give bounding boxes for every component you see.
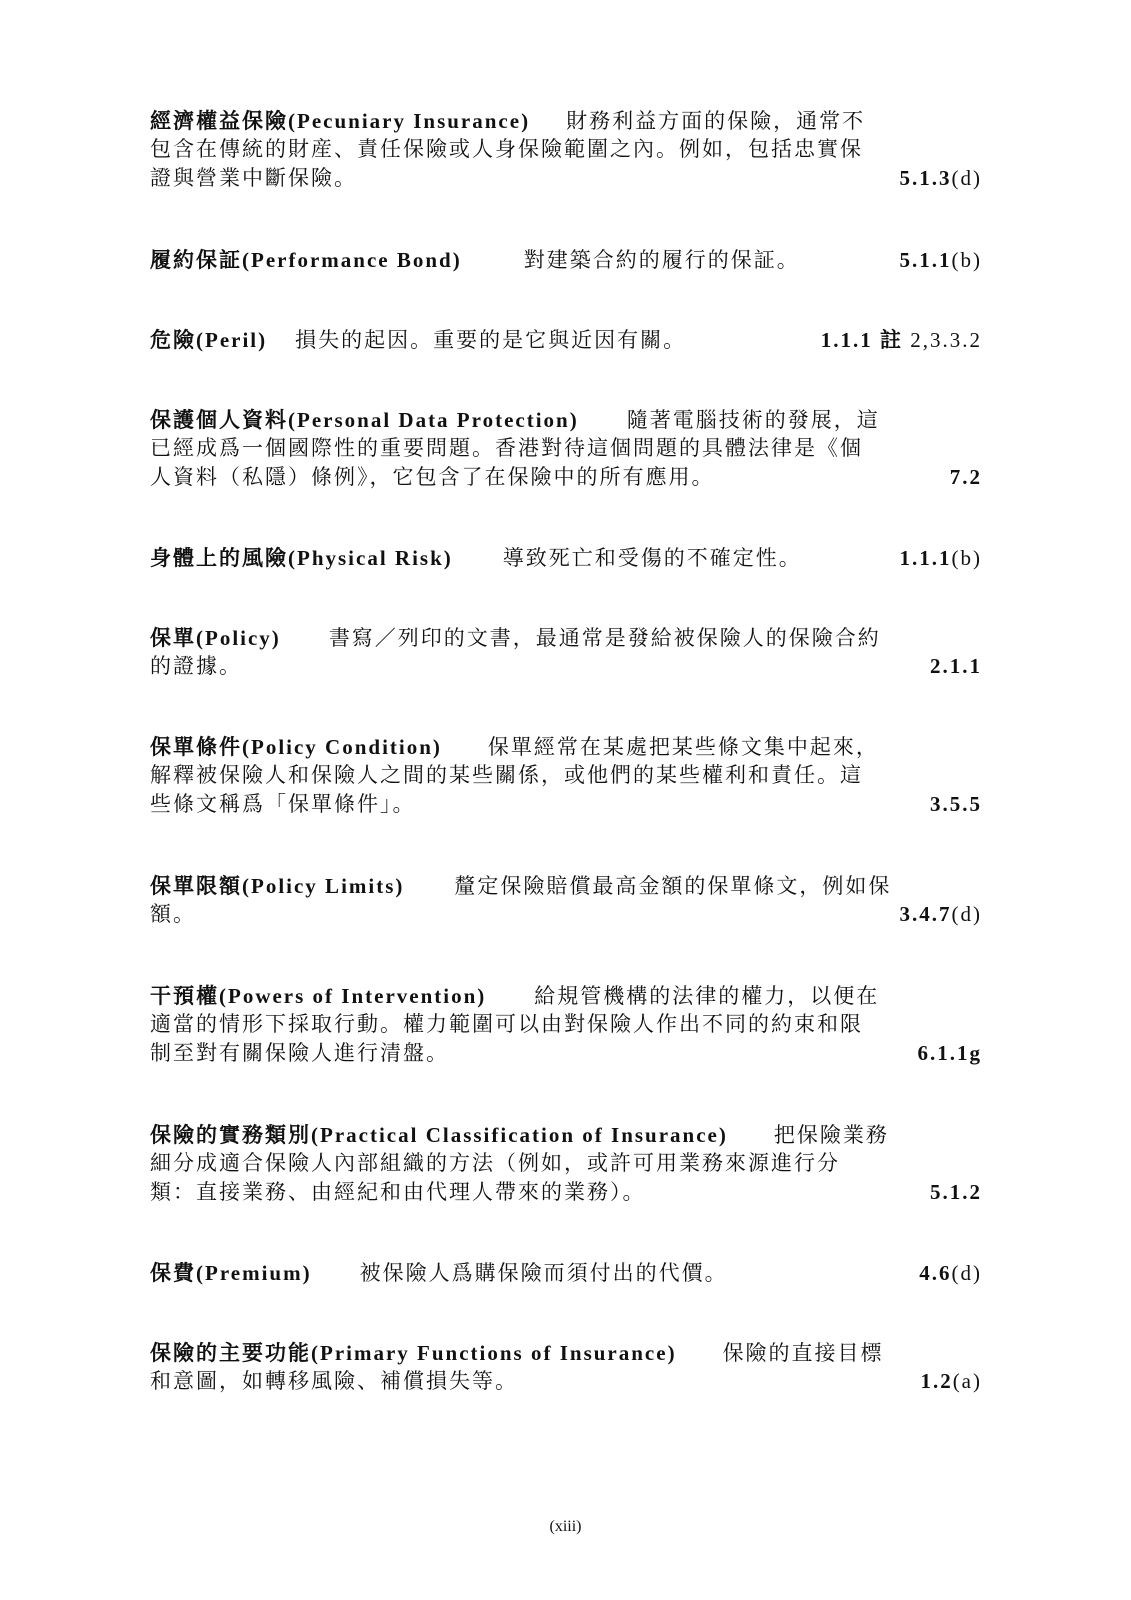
entry-definition: 解釋被保險人和保險人之間的某些關係，或他們的某些權利和責任。這: [150, 763, 863, 787]
entry-term: 危險(Peril): [150, 327, 268, 352]
entry-definition: 制至對有關保險人進行清盤。: [150, 1041, 449, 1065]
glossary-entry-premium: [150, 1258, 982, 1287]
entry-reference: 7.2: [949, 465, 982, 489]
entry-definition: 些條文稱爲「保單條件」。: [150, 792, 416, 816]
entry-definition: 把保險業務: [773, 1123, 889, 1147]
entry-definition: 保單經常在某處把某些條文集中起來，: [487, 735, 879, 759]
entry-definition: 細分成適合保險人內部組織的方法（例如，或許可用業務來源進行分: [150, 1151, 840, 1175]
entry-definition: 導致死亡和受傷的不確定性。: [502, 546, 802, 570]
entry-definition: 適當的情形下採取行動。權力範圍可以由對保險人作出不同的約束和限: [150, 1012, 863, 1036]
entry-reference: 5.1.1(b): [899, 248, 982, 272]
glossary-entry-primary-functions: [150, 1338, 982, 1396]
entry-reference: 1.2(a): [920, 1369, 982, 1393]
entry-reference: 3.5.5: [930, 792, 982, 816]
entry-definition: 財務利益方面的保險，通常不: [566, 109, 866, 133]
entry-reference: 5.1.2: [930, 1180, 982, 1204]
entry-term: 履約保証(Performance Bond): [150, 247, 462, 272]
entry-definition: 類：直接業務、由經紀和由代理人帶來的業務）。: [150, 1180, 646, 1204]
entry-definition: 和意圖，如轉移風險、補償損失等。: [150, 1369, 518, 1393]
entry-term: 保單(Policy): [150, 625, 281, 650]
glossary-entry-policy-limits: [150, 871, 982, 929]
entry-definition: 書寫／列印的文書，最通常是發給被保險人的保險合約: [328, 626, 881, 650]
entry-reference: 1.1.1 註 2,3.3.2: [820, 328, 982, 352]
glossary-entry-practical-classification: [150, 1120, 982, 1207]
glossary-entry-policy-condition: [150, 732, 982, 819]
entry-term: 干預權(Powers of Intervention): [150, 983, 487, 1008]
entry-definition: 給規管機構的法律的權力，以便在: [534, 984, 880, 1008]
entry-term: 保單限額(Policy Limits): [150, 873, 405, 898]
entry-definition: 對建築合約的履行的保証。: [523, 248, 800, 272]
glossary-entry-physical-risk: [150, 543, 982, 572]
entry-term: 保險的主要功能(Primary Functions of Insurance): [150, 1340, 677, 1365]
glossary-entry-performance-bond: [150, 245, 982, 274]
entry-definition: 額。: [150, 902, 196, 926]
glossary-entry-powers-of-intervention: [150, 981, 982, 1068]
entry-term: 保護個人資料(Personal Data Protection): [150, 407, 579, 432]
entry-reference: 5.1.3(d): [899, 166, 982, 190]
entry-definition: 被保險人爲購保險而須付出的代價。: [359, 1261, 728, 1285]
entry-term: 保險的實務類別(Practical Classification of Insurance): [150, 1122, 728, 1147]
glossary-entry-pecuniary-insurance: [150, 106, 982, 193]
entry-reference: 4.6(d): [919, 1261, 982, 1285]
entry-reference: 2.1.1: [930, 654, 982, 678]
entry-definition: 人資料（私隱）條例》，它包含了在保險中的所有應用。: [150, 465, 715, 489]
entry-definition: 包含在傳統的財産、責任保險或人身保險範圍之內。例如，包括忠實保: [150, 137, 863, 161]
entry-term: 經濟權益保險(Pecuniary Insurance): [150, 108, 531, 133]
entry-definition: 隨著電腦技術的發展，這: [626, 408, 880, 432]
entry-term: 保費(Premium): [150, 1260, 312, 1285]
entry-definition: 證與營業中斷保險。: [150, 166, 357, 190]
glossary-entry-peril: [150, 325, 982, 354]
glossary-page: [150, 0, 982, 1600]
entry-definition: 已經成爲一個國際性的重要問題。香港對待這個問題的具體法律是《個: [150, 436, 863, 460]
entry-reference: 1.1.1(b): [899, 546, 982, 570]
entry-definition: 的證據。: [150, 654, 242, 678]
entry-definition: 釐定保險賠償最高金額的保單條文，例如保: [454, 874, 892, 898]
entry-term: 保單條件(Policy Condition): [150, 734, 442, 759]
entry-term: 身體上的風險(Physical Risk): [150, 545, 453, 570]
glossary-entry-policy: [150, 623, 982, 681]
entry-definition: 保險的直接目標: [722, 1341, 884, 1365]
entry-reference: 6.1.1g: [917, 1041, 982, 1065]
entry-reference: 3.4.7(d): [899, 902, 982, 926]
page-number: (xiii): [549, 1518, 582, 1535]
entry-definition: 損失的起因。重要的是它與近因有關。: [295, 328, 687, 352]
glossary-entry-personal-data-protection: [150, 405, 982, 492]
